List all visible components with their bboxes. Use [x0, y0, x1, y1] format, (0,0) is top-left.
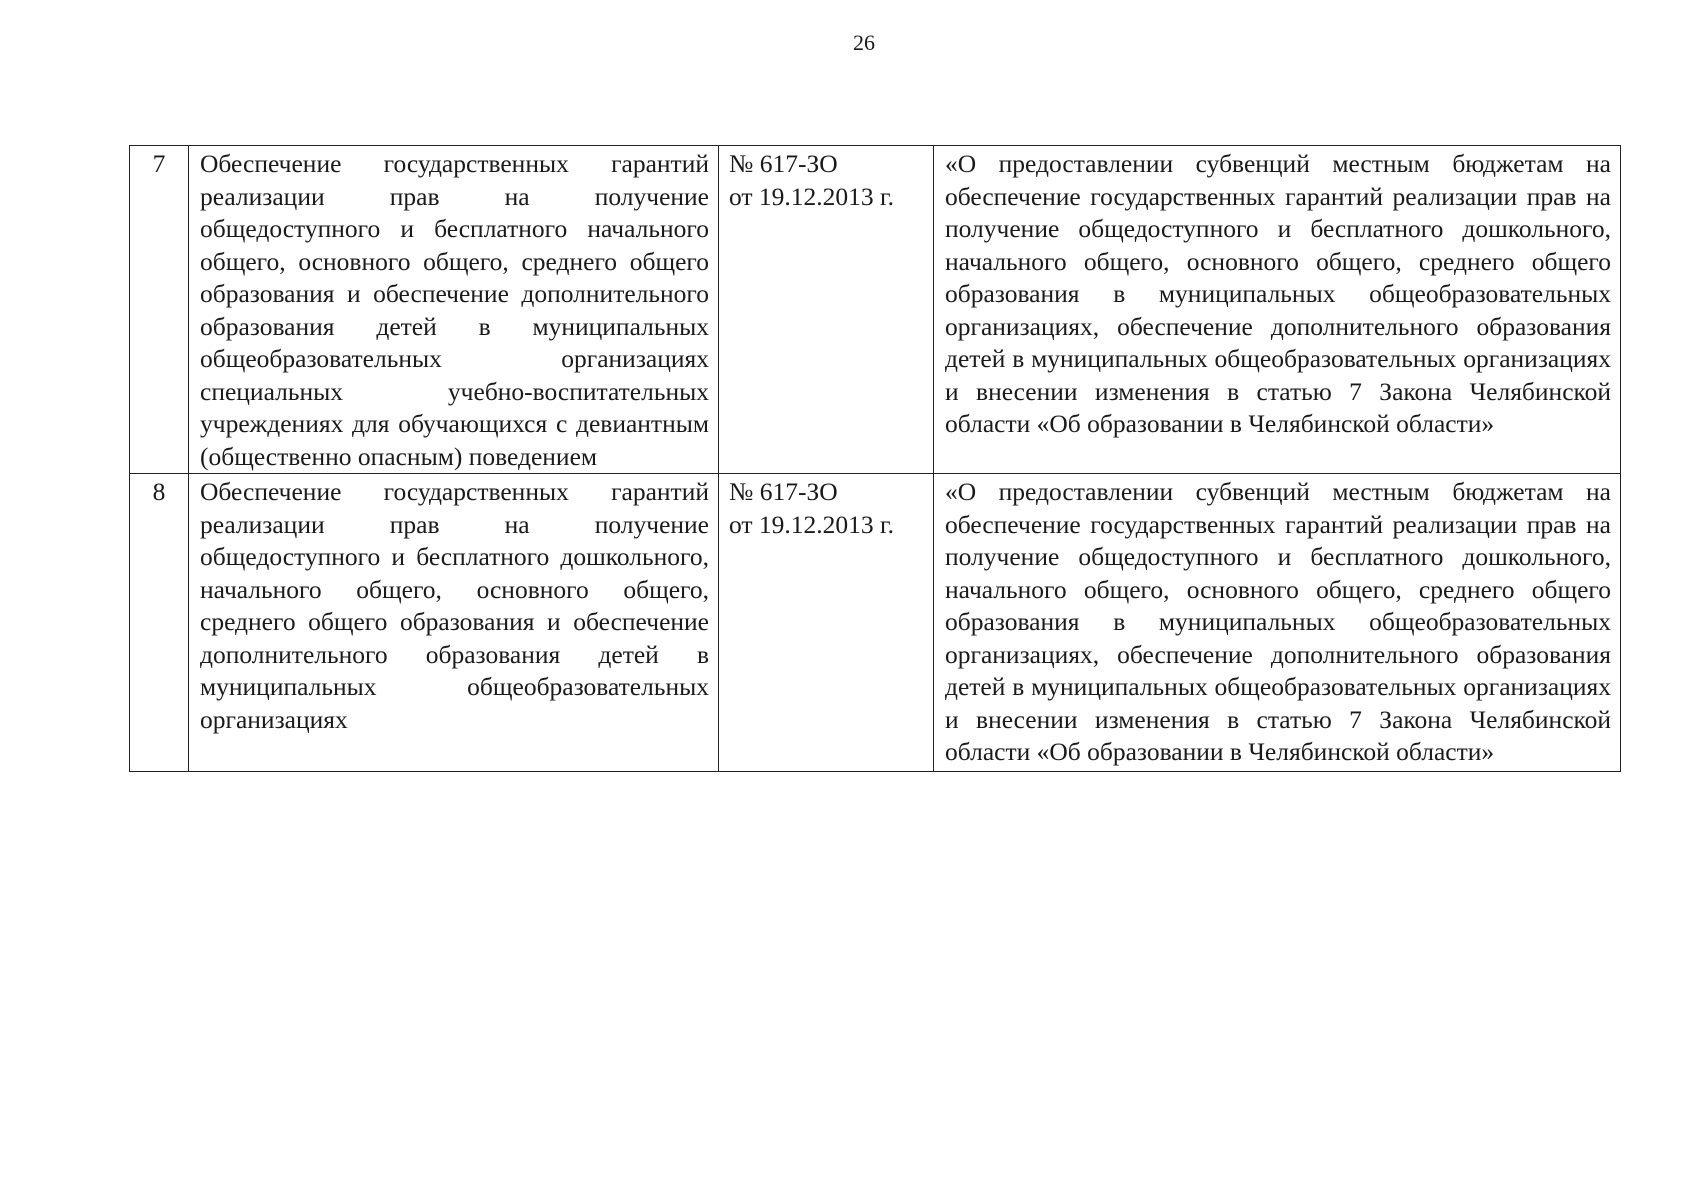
row-number: 7 — [130, 146, 189, 474]
row-number: 8 — [130, 474, 189, 772]
document-table — [129, 145, 1621, 772]
law-date: от 19.12.2013 г. — [729, 509, 895, 539]
expenditure-name: Обеспечение государственных гарантий реализации прав на получение общедоступного и бесплатного начального общего, основного общего, среднего общего образования и обеспечение дополнительного образования детей в муниципальных общеобразовательных организациях специальных учебно-воспитательных учреждениях для обучающихся с девиантным (общественно опасным) поведением — [189, 146, 719, 474]
page-number: 26 — [853, 30, 875, 55]
law-date: от 19.12.2013 г. — [729, 181, 895, 211]
law-title: «О предоставлении субвенций местным бюджетам на обеспечение государственных гарантий реализации прав на получение общедоступного и бесплатного дошкольного, начального общего, основного общего, среднего общего образования в муниципальных общеобразовательных организациях, обеспечение дополнительного образования детей в муниципальных общеобразовательных организациях и внесении изменения в статью 7 Закона Челябинской области «Об образовании в Челябинской области» — [934, 474, 1621, 772]
law-title: «О предоставлении субвенций местным бюджетам на обеспечение государственных гарантий реализации прав на получение общедоступного и бесплатного дошкольного, начального общего, основного общего, среднего общего образования в муниципальных общеобразовательных организациях, обеспечение дополнительного образования детей в муниципальных общеобразовательных организациях и внесении изменения в статью 7 Закона Челябинской области «Об образовании в Челябинской области» — [934, 146, 1621, 474]
law-reference — [719, 474, 934, 772]
table-row — [130, 146, 1621, 474]
law-number: № 617-ЗО — [729, 477, 838, 506]
law-number: № 617-ЗО — [729, 149, 838, 178]
law-reference — [719, 146, 934, 474]
table-row — [130, 474, 1621, 772]
expenditure-name: Обеспечение государственных гарантий реализации прав на получение общедоступного и бесплатного дошкольного, начального общего, основного общего, среднего общего образования и обеспечение дополнительного образования детей в муниципальных общеобразовательных организациях — [189, 474, 719, 772]
